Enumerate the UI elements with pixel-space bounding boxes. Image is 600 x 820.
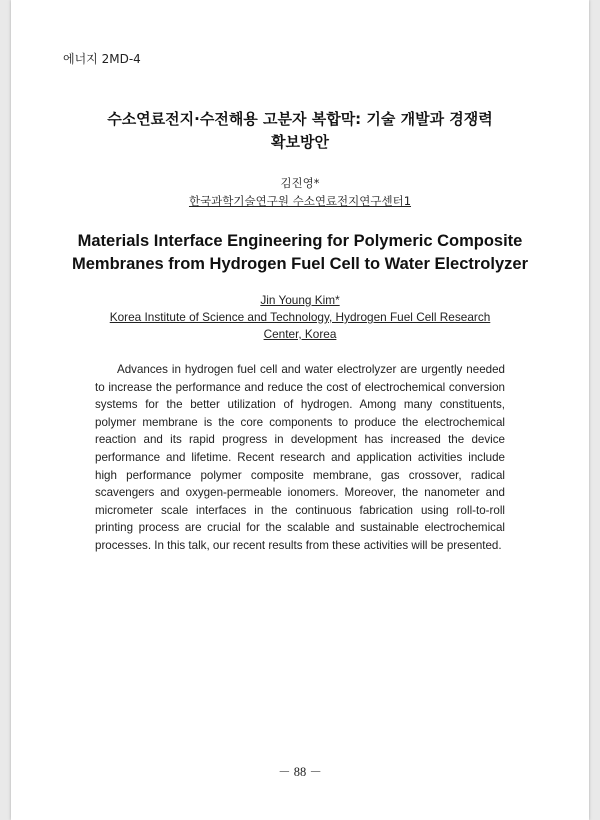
- english-author-block: [61, 292, 539, 343]
- page-number: － 88 －: [278, 765, 322, 779]
- korean-title-line1: 수소연료전지·수전해용 고분자 복합막: 기술 개발과 경쟁력: [107, 110, 493, 128]
- english-affiliation-line1: Korea Institute of Science and Technology, Hydrogen Fuel Cell Research: [109, 310, 491, 324]
- korean-author-block: [51, 174, 549, 210]
- korean-title-line2: 확보방안: [271, 133, 329, 151]
- session-code: 에너지 2MD-4: [63, 52, 141, 66]
- korean-affiliation: 한국과학기술연구원 수소연료전지연구센터1: [188, 194, 412, 208]
- korean-author: 김진영*: [280, 176, 320, 190]
- english-title-line2: Membranes from Hydrogen Fuel Cell to Water Electrolyzer: [72, 255, 528, 273]
- english-author: Jin Young Kim*: [260, 293, 340, 307]
- english-affiliation-line2: Center, Korea: [263, 327, 337, 341]
- abstract-paragraph: Advances in hydrogen fuel cell and water electrolyzer are urgently needed to increase the performance and reduce the cost of electrochemical conversion systems for the better utilization of hydrogen. Among many constituents, polymer membrane is the core components to produce the electrochemical reaction and its rapid progress in development has increased the device performance and lifetime. Recent research and application activities include high performance polymer composite membrane, gas crossover, radical scavengers and oxygen-permeable ionomers. Moreover, the nanometer and micrometer scale interfaces in the continuous fabrication using roll-to-roll printing process are crucial for the scalable and sustainable electrochemical processes. In this talk, our recent results from these activities will be presented.: [95, 363, 505, 552]
- korean-title: [51, 108, 549, 154]
- document-page: [11, 0, 589, 820]
- english-title: [51, 230, 549, 276]
- english-title-line1: Materials Interface Engineering for Polymeric Composite: [77, 232, 523, 250]
